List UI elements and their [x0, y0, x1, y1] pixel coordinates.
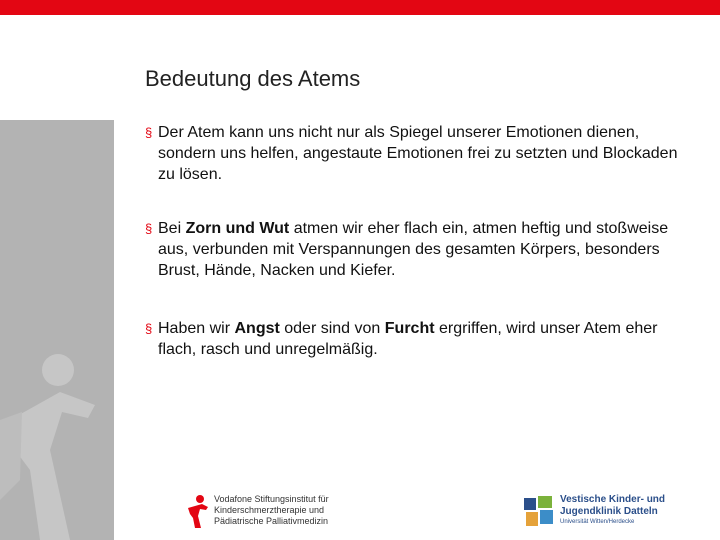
bullet-item [145, 318, 685, 360]
bullet-text-post: atmen wir eher flach ein, atmen heftig und stoßweise aus, verbunden mit Verspannungen des gesamten Körpers, besonders Brust, Hände, Nacken und Kiefer. [158, 220, 669, 279]
bullet-text-mid: oder sind von [279, 320, 385, 337]
top-accent-bar [0, 0, 720, 15]
bullet-marker: § [145, 125, 153, 140]
bullet-text-post: ergriffen, wird unser Atem eher flach, rasch und unregelmäßig. [158, 320, 658, 358]
slide-title: Bedeutung des Atems [145, 66, 361, 91]
logo-subtext: Universität Witten/Herdecke [560, 519, 635, 525]
vestische-kinderklinik-logo [522, 494, 712, 528]
logo-line: Vestische Kinder- und [560, 494, 666, 505]
logo-line: Pädiatrische Palliativmedizin [214, 516, 329, 526]
bullet-item [145, 218, 685, 281]
vodafone-institute-logo [186, 494, 356, 528]
bullet-marker: § [145, 321, 153, 336]
side-decorative-panel [0, 120, 114, 540]
logo-line: Vodafone Stiftungsinstitut für [214, 494, 329, 504]
bullet-item [145, 122, 685, 185]
puzzle-logo-icon [522, 494, 556, 528]
bullet-text-bold-2: Furcht [384, 320, 435, 337]
bullet-text: Der Atem kann uns nicht nur als Spiegel unserer Emotionen dienen, sondern uns helfen, angestaute Emotionen frei zu setzten und Blockaden zu lösen. [158, 124, 678, 183]
logo-text [214, 494, 329, 527]
person-figure-icon [0, 120, 114, 540]
logo-line: Jugendklinik Datteln [560, 506, 658, 517]
figure-logo-icon [186, 494, 210, 528]
logo-line: Kinderschmerztherapie und [214, 505, 325, 515]
bullet-text-bold-1: Angst [234, 320, 280, 337]
logo-text [560, 494, 665, 518]
bullet-text-pre: Haben wir [158, 320, 235, 337]
bullet-marker: § [145, 221, 153, 236]
bullet-text-bold: Zorn und Wut [185, 220, 290, 237]
bullet-text-pre: Bei [158, 220, 186, 237]
